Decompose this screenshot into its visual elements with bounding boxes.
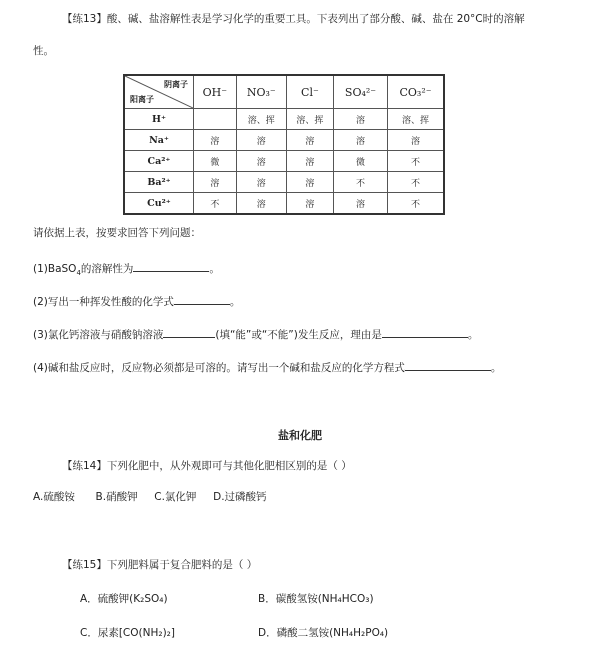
option-d[interactable]: D.过磷酸钙	[213, 491, 267, 503]
sub1-end: 。	[209, 263, 220, 275]
table-corner-cell	[124, 75, 194, 109]
q13-prompt: 请依据上表，按要求回答下列问题：	[33, 227, 201, 239]
table-cell: 不	[194, 193, 237, 215]
q13-intro-line2: 性。	[33, 45, 54, 57]
sub3-text-b: (填“能”或“不能”)发生反应，理由是	[215, 329, 382, 341]
table-cell: 溶、挥	[388, 109, 444, 130]
sub3-end: 。	[467, 329, 479, 341]
anion-header: Cl⁻	[286, 75, 333, 109]
cation-label: Ca²⁺	[124, 151, 194, 172]
table-cell	[194, 109, 237, 130]
table-row	[124, 130, 444, 151]
q13-sub3	[33, 326, 478, 342]
option-b[interactable]: B.硝酸钾	[95, 491, 138, 503]
anion-header: OH⁻	[194, 75, 237, 109]
anion-header: CO₃²⁻	[388, 75, 444, 109]
cation-label: H⁺	[124, 109, 194, 130]
sub1-subscript: 4	[76, 269, 81, 278]
header-anion: 阴离子	[164, 80, 188, 89]
sub2-text: (2)写出一种挥发性酸的化学式	[33, 296, 174, 308]
header-cation: 阳离子	[130, 95, 154, 104]
table-cell: 溶	[333, 109, 387, 130]
cation-label: Cu²⁺	[124, 193, 194, 215]
table-cell: 溶	[286, 193, 333, 215]
table-cell: 微	[194, 151, 237, 172]
table-cell: 溶、挥	[286, 109, 333, 130]
table-cell: 溶	[286, 172, 333, 193]
q15-option-d[interactable]: D．磷酸二氢铵(NH₄H₂PO₄)	[258, 627, 389, 639]
q15-stem: 【练15】下列肥料属于复合肥料的是（ ）	[62, 559, 258, 571]
section-title: 盐和化肥	[278, 429, 322, 442]
table-cell: 溶	[194, 172, 237, 193]
table-cell: 溶	[236, 151, 286, 172]
anion-header: SO₄²⁻	[333, 75, 387, 109]
answer-blank[interactable]	[382, 326, 468, 338]
table-cell: 溶	[236, 130, 286, 151]
table-row	[124, 193, 444, 215]
table-cell: 溶	[388, 130, 444, 151]
table-cell: 溶	[286, 151, 333, 172]
table-cell: 不	[388, 151, 444, 172]
sub4-end: 。	[490, 362, 502, 374]
q15-option-b[interactable]: B．碳酸氢铵(NH₄HCO₃)	[258, 593, 374, 605]
q13-intro-line1: 【练13】酸、碱、盐溶解性表是学习化学的重要工具。下表列出了部分酸、碱、盐在 20°C时的溶解	[62, 13, 525, 25]
table-cell: 溶	[333, 130, 387, 151]
table-cell: 不	[388, 172, 444, 193]
table-cell: 不	[333, 172, 387, 193]
answer-blank[interactable]	[163, 326, 215, 338]
sub1-text-a: (1)BaSO	[33, 263, 77, 275]
q13-sub2	[33, 293, 240, 309]
table-cell: 微	[333, 151, 387, 172]
table-cell: 溶	[194, 130, 237, 151]
q14-stem: 【练14】下列化肥中，从外观即可与其他化肥相区别的是（ ）	[62, 460, 352, 472]
q13-sub4	[33, 359, 501, 375]
q14-options	[33, 490, 267, 504]
solubility-table	[123, 74, 445, 215]
table-cell: 不	[388, 193, 444, 215]
q13-sub1	[33, 260, 220, 276]
answer-blank[interactable]	[174, 293, 230, 305]
sub4-text: (4)碱和盐反应时，反应物必须都是可溶的。请写出一个碱和盐反应的化学方程式	[33, 362, 405, 374]
answer-blank[interactable]	[405, 359, 491, 371]
table-row	[124, 151, 444, 172]
q15-option-a[interactable]: A．硫酸钾(K₂SO₄)	[80, 593, 168, 605]
table-cell: 溶、挥	[236, 109, 286, 130]
table-header-row	[124, 75, 444, 109]
sub3-text-a: (3)氯化钙溶液与硝酸钠溶液	[33, 329, 164, 341]
anion-header: NO₃⁻	[236, 75, 286, 109]
table-row	[124, 172, 444, 193]
table-cell: 溶	[236, 172, 286, 193]
cation-label: Na⁺	[124, 130, 194, 151]
sub2-end: 。	[229, 296, 241, 308]
answer-blank[interactable]	[133, 260, 209, 272]
option-c[interactable]: C.氯化钾	[154, 491, 197, 503]
option-a[interactable]: A.硫酸铵	[33, 491, 75, 503]
table-cell: 溶	[333, 193, 387, 215]
table-cell: 溶	[286, 130, 333, 151]
q15-option-c[interactable]: C．尿素[CO(NH₂)₂]	[80, 627, 175, 639]
table-cell: 溶	[236, 193, 286, 215]
table-row	[124, 109, 444, 130]
cation-label: Ba²⁺	[124, 172, 194, 193]
sub1-text-b: 的溶解性为	[80, 263, 134, 275]
